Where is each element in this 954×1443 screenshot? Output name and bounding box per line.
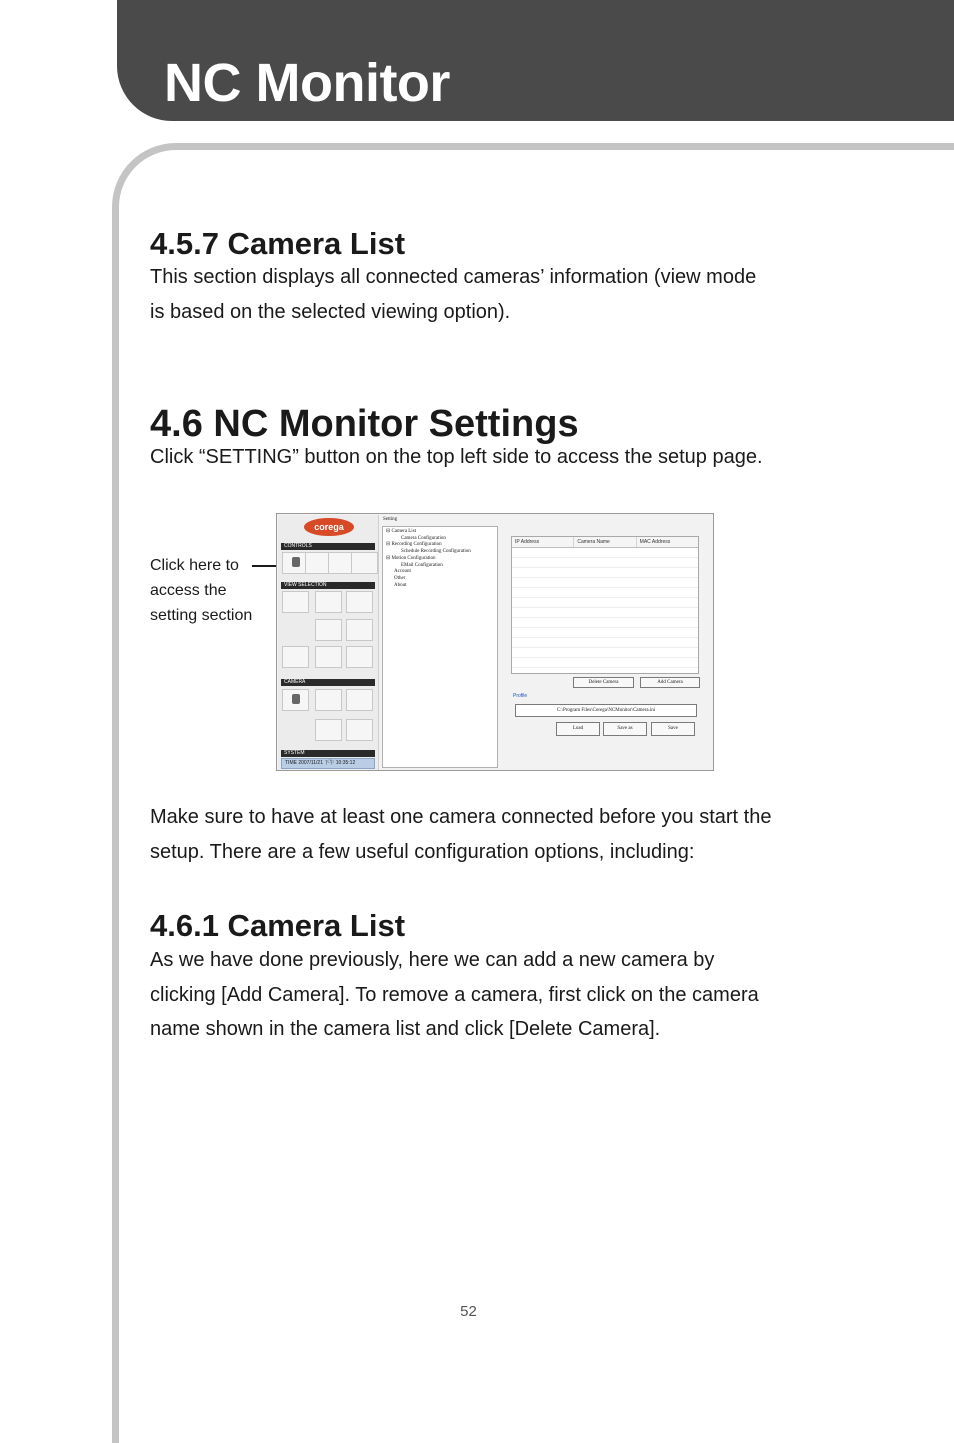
callout-line: access the	[150, 582, 227, 599]
corega-logo: corega	[304, 518, 354, 536]
body-line: This section displays all connected cameras’ information (view mode	[150, 266, 757, 288]
record-camera-button[interactable]	[346, 689, 373, 711]
delete-camera-button[interactable]: Delete Camera	[573, 677, 634, 688]
view-quad-button[interactable]	[315, 591, 342, 613]
snapshot-camera-button[interactable]	[315, 689, 342, 711]
talk-button[interactable]	[315, 719, 342, 741]
body-line: Click “SETTING” button on the top left side to access the setup page.	[150, 446, 763, 468]
table-row	[512, 598, 698, 608]
table-row	[512, 548, 698, 558]
view-single-button[interactable]	[282, 591, 309, 613]
body-line: clicking [Add Camera]. To remove a camera, first click on the camera	[150, 983, 759, 1006]
profile-label: Profile	[513, 693, 528, 699]
save-button[interactable]: Save	[651, 722, 695, 736]
callout-line: Click here to	[150, 557, 239, 574]
camera-list-table[interactable]	[511, 536, 699, 674]
status-bar	[281, 758, 375, 769]
view-nine-button[interactable]	[346, 591, 373, 613]
body-line: is based on the selected viewing option).	[150, 300, 511, 323]
controls-bar: CONTROLS	[281, 543, 375, 550]
section-body-settings	[150, 440, 850, 475]
scan-button[interactable]	[282, 646, 309, 668]
control-panel	[278, 515, 379, 770]
prev-button[interactable]	[315, 646, 342, 668]
section-heading-nc-monitor-settings: 4.6 NC Monitor Settings	[150, 403, 579, 445]
listen-button[interactable]	[346, 719, 373, 741]
tree-item-about[interactable]: About	[394, 582, 407, 588]
body-line: As we have done previously, here we can add a new camera by	[150, 949, 715, 971]
table-row	[512, 568, 698, 578]
tree-item-camera-list[interactable]: ⊟ Camera List	[386, 529, 417, 534]
body-line: Make sure to have at least one camera connected before you start the	[150, 806, 772, 828]
page-frame	[112, 143, 954, 1443]
tree-item-email-configuration[interactable]: EMail Configuration	[401, 562, 443, 568]
column-ip-address: IP Address	[512, 537, 574, 547]
tree-item-camera-configuration[interactable]: Camera Configuration	[401, 535, 446, 541]
callout-line: setting section	[150, 607, 253, 624]
add-camera-button[interactable]: Add Camera	[640, 677, 700, 688]
subsection-heading-camera-list: 4.6.1 Camera List	[150, 908, 406, 943]
tree-item-other[interactable]: Other	[394, 575, 406, 581]
status-time: 2007/11/21 下午 10:35:12	[298, 760, 356, 766]
subsection-body	[150, 943, 850, 1047]
column-mac-address: MAC Address	[639, 539, 671, 545]
section-heading-camera-list: 4.5.7 Camera List	[150, 226, 406, 261]
system-bar: SYSTEM	[281, 750, 375, 757]
table-row	[512, 628, 698, 638]
tree-item-motion-configuration[interactable]: ⊟ Motion Configuration	[386, 555, 436, 561]
settings-screenshot	[276, 513, 714, 771]
table-row	[512, 618, 698, 628]
body-line: name shown in the camera list and click [Delete Camera].	[150, 1018, 661, 1040]
setting-window-label: Setting	[383, 517, 398, 522]
view-sixteen-button[interactable]	[315, 619, 342, 641]
recording-button[interactable]	[351, 552, 378, 574]
camera-button[interactable]	[282, 689, 309, 711]
load-button[interactable]: Load	[556, 722, 600, 736]
callout-pointer	[252, 565, 279, 567]
table-header	[512, 537, 698, 548]
section-body-camera-list	[150, 260, 850, 329]
table-row	[512, 608, 698, 618]
table-row	[512, 648, 698, 658]
next-button[interactable]	[346, 646, 373, 668]
settings-tree	[382, 526, 498, 768]
status-label: TIME	[285, 760, 297, 766]
save-as-button[interactable]: Save as	[603, 722, 647, 736]
column-camera-name: Camera Name	[574, 537, 636, 547]
table-row	[512, 578, 698, 588]
profile-path-field[interactable]: C:\Program Files\Corega\NCMonitor\Camera.ini	[515, 704, 697, 717]
view-selection-bar: VIEW SELECTION	[281, 582, 375, 589]
camera-bar: CAMERA	[281, 679, 375, 686]
table-row	[512, 588, 698, 598]
tree-item-schedule-recording[interactable]: Schedule Recording Configuration	[401, 549, 471, 555]
after-figure-body	[150, 800, 850, 869]
view-full-button[interactable]	[346, 619, 373, 641]
tree-item-account[interactable]: Account	[394, 569, 411, 575]
body-line: setup. There are a few useful configuration options, including:	[150, 840, 695, 863]
table-row	[512, 658, 698, 668]
table-row	[512, 638, 698, 648]
table-row	[512, 558, 698, 568]
page-title: NC Monitor	[164, 53, 450, 113]
page-number: 52	[460, 1303, 477, 1320]
tree-item-recording-configuration[interactable]: ⊟ Recording Configuration	[386, 542, 442, 548]
